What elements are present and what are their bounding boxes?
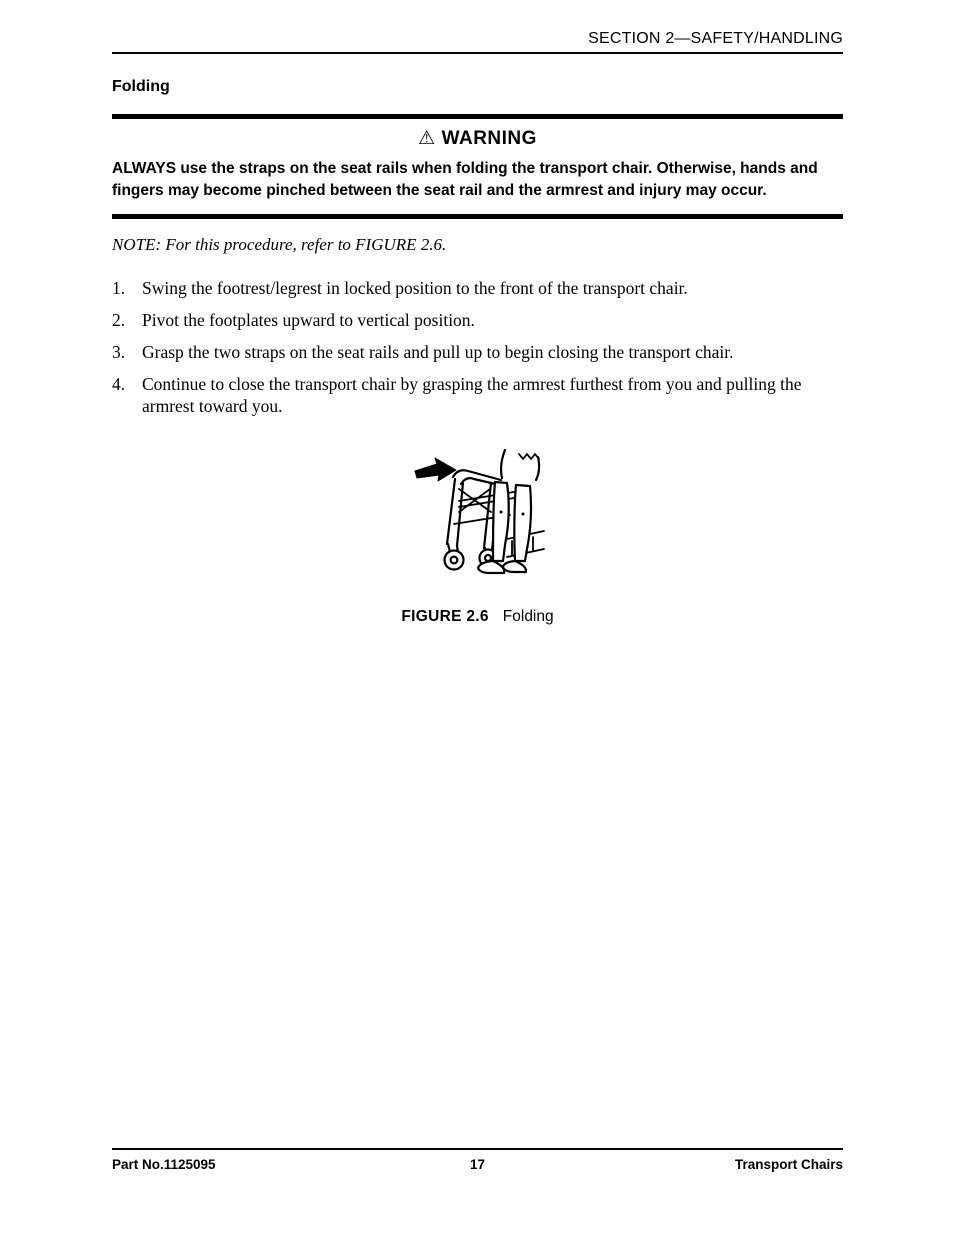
procedure-steps — [112, 277, 843, 417]
page-content — [112, 0, 843, 626]
section-title: SECTION 2—SAFETY/HANDLING — [588, 30, 843, 47]
warning-body-emphasis: ALWAYS — [112, 160, 177, 177]
figure-2-6-illustration — [411, 449, 545, 580]
warning-triangle-icon: ⚠ — [418, 128, 436, 149]
step-number: 2. — [112, 310, 126, 330]
folding-heading: Folding — [112, 78, 170, 95]
figure-caption — [112, 608, 843, 626]
list-item — [112, 373, 843, 417]
footer-part-number: Part No.1125095 — [112, 1157, 216, 1172]
figure-2-6 — [112, 449, 843, 626]
warning-title-text: WARNING — [441, 128, 537, 149]
page-header — [112, 0, 843, 54]
procedure-note: NOTE: For this procedure, refer to FIGURE 2.6. — [112, 235, 447, 254]
folding-chair-drawing — [411, 449, 545, 575]
step-text: Grasp the two straps on the seat rails and pull up to begin closing the transport chair. — [142, 342, 734, 362]
warning-title — [112, 127, 843, 150]
step-number: 4. — [112, 374, 126, 394]
list-item — [112, 309, 843, 331]
list-item — [112, 341, 843, 363]
step-number: 1. — [112, 278, 126, 298]
warning-body-text: use the straps on the seat rails when folding the transport chair. Otherwise, hands and fingers may become pinched between the seat rail and the armrest and injury may occur. — [112, 160, 818, 199]
step-number: 3. — [112, 342, 126, 362]
page-footer — [112, 1148, 843, 1172]
warning-block — [112, 114, 843, 219]
figure-caption-text: Folding — [502, 608, 554, 625]
footer-page-number: 17 — [469, 1157, 486, 1172]
list-item — [112, 277, 843, 299]
warning-body — [112, 158, 843, 202]
figure-label: FIGURE 2.6 — [401, 608, 489, 625]
step-text: Continue to close the transport chair by grasping the armrest furthest from you and pulling the armrest toward you. — [142, 374, 802, 416]
step-text: Swing the footrest/legrest in locked position to the front of the transport chair. — [142, 278, 688, 298]
step-text: Pivot the footplates upward to vertical position. — [142, 310, 475, 330]
footer-product-name: Transport Chairs — [734, 1157, 844, 1172]
